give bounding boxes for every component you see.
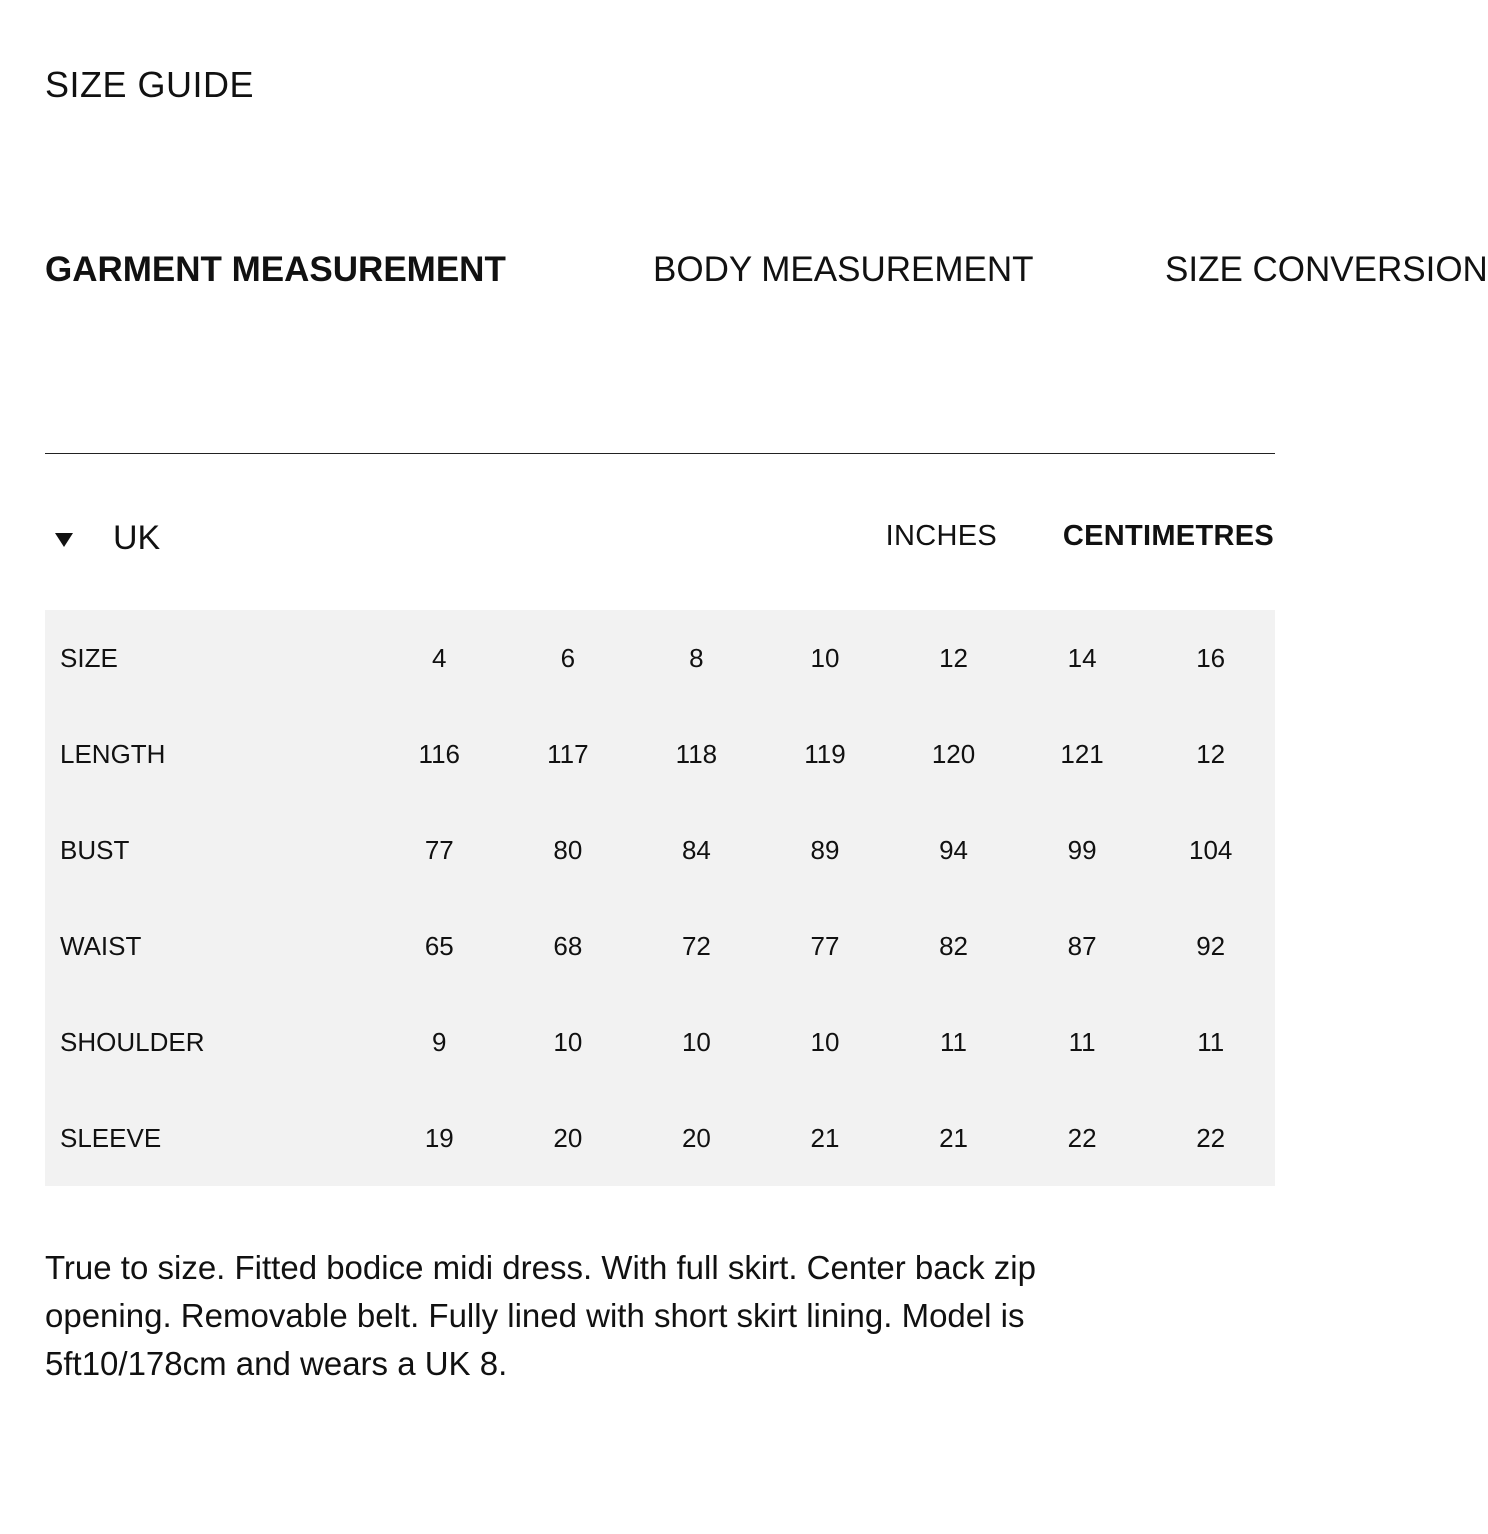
- table-cell: 120: [931, 738, 976, 769]
- row-label: SHOULDER: [60, 1026, 205, 1057]
- tab-body-measurement[interactable]: BODY MEASUREMENT: [653, 250, 1034, 289]
- region-dropdown[interactable]: [55, 516, 160, 560]
- table-cell: 6: [560, 642, 576, 673]
- table-row-sleeve: [45, 1090, 1275, 1186]
- table-cell: 104: [1188, 834, 1233, 865]
- unit-toggle-inches[interactable]: INCHES: [885, 520, 997, 552]
- size-table: [45, 610, 1275, 1186]
- table-cell: 80: [553, 834, 583, 865]
- table-cell: 99: [1067, 834, 1097, 865]
- table-cell: 77: [424, 834, 454, 865]
- table-cell: 87: [1067, 930, 1097, 961]
- table-cell: 10: [553, 1026, 583, 1057]
- table-cell: 121: [1060, 738, 1104, 769]
- page-title: SIZE GUIDE: [45, 64, 255, 105]
- table-cell: 20: [553, 1122, 583, 1153]
- table-cell: 20: [681, 1122, 711, 1153]
- table-cell: 21: [810, 1122, 840, 1153]
- row-label: WAIST: [60, 930, 142, 961]
- table-cell: 117: [547, 738, 589, 769]
- row-label: SIZE: [60, 642, 118, 673]
- table-cell: 10: [681, 1026, 711, 1057]
- table-cell: 11: [1068, 1026, 1096, 1057]
- table-cell: 22: [1196, 1122, 1226, 1153]
- table-cell: 9: [432, 1026, 447, 1057]
- table-cell: 19: [424, 1122, 454, 1153]
- table-cell: 82: [939, 930, 968, 961]
- table-cell: 11: [1197, 1026, 1225, 1057]
- row-label: SLEEVE: [60, 1122, 162, 1153]
- section-divider: [45, 453, 1275, 454]
- table-cell: 92: [1196, 930, 1226, 961]
- measurement-tabs: [45, 248, 1488, 298]
- table-cell: 116: [418, 738, 460, 769]
- table-cell: 94: [939, 834, 968, 865]
- region-selected-value: UK: [113, 518, 161, 557]
- table-cell: 10: [810, 642, 840, 673]
- table-cell: 14: [1067, 642, 1097, 673]
- table-cell: 119: [804, 738, 846, 769]
- tab-garment-measurement[interactable]: GARMENT MEASUREMENT: [45, 250, 506, 289]
- table-cell: 4: [432, 642, 447, 673]
- table-row-size: [45, 610, 1275, 706]
- table-row-bust: [45, 802, 1275, 898]
- table-cell: 72: [681, 930, 711, 961]
- unit-toggle-centimetres[interactable]: CENTIMETRES: [1062, 520, 1274, 552]
- table-cell: 22: [1067, 1122, 1097, 1153]
- table-cell: 10: [810, 1026, 840, 1057]
- table-cell: 16: [1196, 642, 1226, 673]
- table-cell: 118: [675, 738, 718, 769]
- row-label: BUST: [60, 834, 130, 865]
- caret-down-icon: [55, 533, 73, 547]
- row-label: LENGTH: [60, 738, 166, 769]
- table-cell: 21: [939, 1122, 968, 1153]
- table-cell: 65: [424, 930, 454, 961]
- fit-description: True to size. Fitted bodice midi dress. With full skirt. Center back zip opening. Removable belt. Fully lined with short skirt lining. Model is 5ft10/178cm and wears a UK 8.: [45, 1249, 1036, 1382]
- table-cell: 12: [1196, 738, 1226, 769]
- table-cell: 12: [939, 642, 968, 673]
- table-cell: 89: [810, 834, 840, 865]
- tab-size-conversion[interactable]: SIZE CONVERSION: [1165, 250, 1488, 289]
- table-row-waist: [45, 898, 1275, 994]
- table-cell: 11: [940, 1026, 968, 1057]
- table-cell: 68: [553, 930, 583, 961]
- table-cell: 8: [689, 642, 704, 673]
- table-cell: 77: [810, 930, 840, 961]
- table-row-length: [45, 706, 1275, 802]
- table-row-shoulder: [45, 994, 1275, 1090]
- table-cell: 84: [681, 834, 711, 865]
